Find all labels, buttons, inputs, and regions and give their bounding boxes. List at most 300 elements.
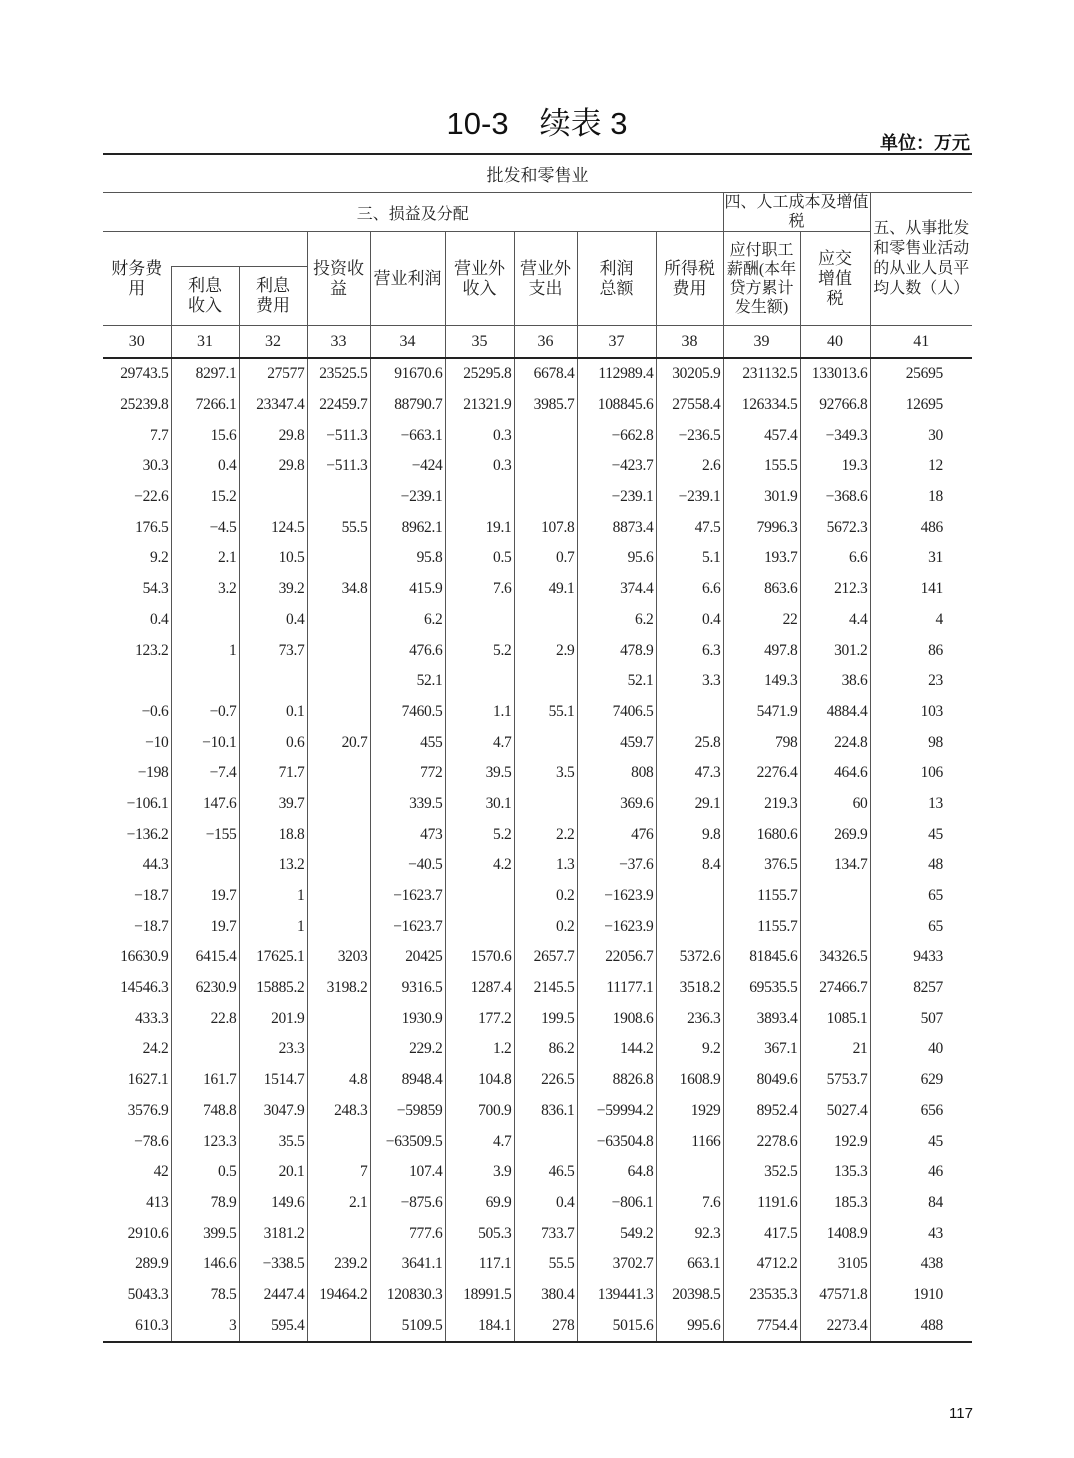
table-cell: 5027.4 <box>800 1096 870 1127</box>
table-row <box>103 666 972 697</box>
table-cell <box>514 727 577 758</box>
table-cell <box>239 482 307 513</box>
table-cell: 184.1 <box>445 1310 514 1342</box>
table-cell: −63504.8 <box>577 1126 656 1157</box>
table-cell <box>445 881 514 912</box>
table-row <box>103 1096 972 1127</box>
table-cell: 3181.2 <box>239 1218 307 1249</box>
table-cell: 417.5 <box>723 1218 800 1249</box>
table-cell: 3.3 <box>656 666 723 697</box>
table-cell: 367.1 <box>723 1034 800 1065</box>
table-cell <box>171 850 239 881</box>
table-cell: 35.5 <box>239 1126 307 1157</box>
table-cell: 1627.1 <box>103 1065 171 1096</box>
table-cell: 147.6 <box>171 789 239 820</box>
table-cell: 15.2 <box>171 482 239 513</box>
table-cell: 192.9 <box>800 1126 870 1157</box>
table-cell <box>445 666 514 697</box>
table-cell: 39.5 <box>445 758 514 789</box>
group-header-profit: 三、损益及分配 <box>103 193 723 232</box>
table-cell: 30 <box>870 420 972 451</box>
table-cell <box>307 758 370 789</box>
table-cell: 18991.5 <box>445 1280 514 1311</box>
table-cell <box>239 666 307 697</box>
table-cell: −424 <box>370 451 445 482</box>
col-number: 37 <box>577 326 656 359</box>
table-cell: 415.9 <box>370 574 445 605</box>
table-cell <box>171 666 239 697</box>
table-cell: 1191.6 <box>723 1188 800 1219</box>
table-cell: 78.5 <box>171 1280 239 1311</box>
table-cell: 497.8 <box>723 635 800 666</box>
table-cell: 4.4 <box>800 605 870 636</box>
table-row <box>103 881 972 912</box>
table-cell <box>656 881 723 912</box>
table-cell: 27466.7 <box>800 973 870 1004</box>
table-cell: −423.7 <box>577 451 656 482</box>
table-cell: 21321.9 <box>445 390 514 421</box>
table-cell: 149.6 <box>239 1188 307 1219</box>
table-cell: 108845.6 <box>577 390 656 421</box>
table-cell: 476.6 <box>370 635 445 666</box>
table-cell: 19.7 <box>171 911 239 942</box>
table-cell <box>656 697 723 728</box>
table-cell: 301.9 <box>723 482 800 513</box>
col-number: 36 <box>514 326 577 359</box>
table-cell: 224.8 <box>800 727 870 758</box>
col-number: 33 <box>307 326 370 359</box>
table-cell: 6.6 <box>800 543 870 574</box>
table-cell: 15.6 <box>171 420 239 451</box>
table-cell: 120830.3 <box>370 1280 445 1311</box>
table-cell: −0.6 <box>103 697 171 728</box>
table-cell: −239.1 <box>577 482 656 513</box>
table-cell: 231132.5 <box>723 358 800 390</box>
table-cell: 239.2 <box>307 1249 370 1280</box>
table-cell <box>307 605 370 636</box>
table-row <box>103 1249 972 1280</box>
table-cell: 176.5 <box>103 512 171 543</box>
table-cell <box>514 420 577 451</box>
table-cell: 1408.9 <box>800 1218 870 1249</box>
table-cell: 0.4 <box>171 451 239 482</box>
table-cell: 141 <box>870 574 972 605</box>
table-row <box>103 1065 972 1096</box>
table-cell: 52.1 <box>577 666 656 697</box>
col-header-37: 利润总额 <box>577 232 656 326</box>
table-cell: 748.8 <box>171 1096 239 1127</box>
table-cell: 505.3 <box>445 1218 514 1249</box>
table-cell <box>307 850 370 881</box>
col-number: 39 <box>723 326 800 359</box>
table-cell: 610.3 <box>103 1310 171 1342</box>
table-cell: 3893.4 <box>723 1003 800 1034</box>
table-cell: 289.9 <box>103 1249 171 1280</box>
table-cell: 17625.1 <box>239 942 307 973</box>
table-cell: 236.3 <box>656 1003 723 1034</box>
table-cell: 3641.1 <box>370 1249 445 1280</box>
table-cell: −37.6 <box>577 850 656 881</box>
table-cell: 38.6 <box>800 666 870 697</box>
col-number: 30 <box>103 326 171 359</box>
table-cell: 18 <box>870 482 972 513</box>
table-cell: 30205.9 <box>656 358 723 390</box>
table-cell: 8257 <box>870 973 972 1004</box>
table-row <box>103 850 972 881</box>
table-cell: 212.3 <box>800 574 870 605</box>
table-cell: 1570.6 <box>445 942 514 973</box>
table-cell: 84 <box>870 1188 972 1219</box>
table-cell: 21 <box>800 1034 870 1065</box>
table-cell: 123.2 <box>103 635 171 666</box>
table-cell: 413 <box>103 1188 171 1219</box>
table-cell: 0.7 <box>514 543 577 574</box>
table-row <box>103 727 972 758</box>
table-cell: 1 <box>171 635 239 666</box>
table-cell: 54.3 <box>103 574 171 605</box>
table-cell: 124.5 <box>239 512 307 543</box>
table-cell: 88790.7 <box>370 390 445 421</box>
table-row <box>103 1003 972 1034</box>
table-cell: 12695 <box>870 390 972 421</box>
table-row <box>103 605 972 636</box>
table-cell: −59859 <box>370 1096 445 1127</box>
table-cell: 10.5 <box>239 543 307 574</box>
sector-header: 批发和零售业 <box>103 154 972 193</box>
col-header-39: 应付职工薪酬(本年贷方累计发生额) <box>723 232 800 326</box>
group-header-labor-cost: 四、人工成本及增值税 <box>724 194 869 230</box>
col-header-32: 利息费用 <box>239 267 307 326</box>
table-cell: 1 <box>239 881 307 912</box>
table-cell <box>171 1034 239 1065</box>
table-cell: 117.1 <box>445 1249 514 1280</box>
table-cell: 92.3 <box>656 1218 723 1249</box>
table-cell: 278 <box>514 1310 577 1342</box>
table-cell: −239.1 <box>656 482 723 513</box>
table-cell: 23525.5 <box>307 358 370 390</box>
table-row <box>103 1280 972 1311</box>
table-cell: 4.8 <box>307 1065 370 1096</box>
table-cell: −338.5 <box>239 1249 307 1280</box>
table-cell: 2145.5 <box>514 973 577 1004</box>
table-cell: 81845.6 <box>723 942 800 973</box>
table-cell: 269.9 <box>800 819 870 850</box>
table-cell: 248.3 <box>307 1096 370 1127</box>
table-cell: 1908.6 <box>577 1003 656 1034</box>
col-header-33: 投资收益 <box>307 232 370 326</box>
table-cell: 1514.7 <box>239 1065 307 1096</box>
table-cell <box>800 881 870 912</box>
table-cell: 155.5 <box>723 451 800 482</box>
table-cell <box>445 911 514 942</box>
table-cell: 30.3 <box>103 451 171 482</box>
table-cell: 0.5 <box>171 1157 239 1188</box>
table-cell: 29.8 <box>239 451 307 482</box>
table-cell: 1287.4 <box>445 973 514 1004</box>
table-cell: 374.4 <box>577 574 656 605</box>
table-cell: 73.7 <box>239 635 307 666</box>
table-cell: 78.9 <box>171 1188 239 1219</box>
table-cell <box>514 1126 577 1157</box>
table-cell <box>445 482 514 513</box>
table-cell: 656 <box>870 1096 972 1127</box>
table-cell: −10.1 <box>171 727 239 758</box>
col-header-35: 营业外收入 <box>445 232 514 326</box>
table-cell: 29.1 <box>656 789 723 820</box>
table-cell: 106 <box>870 758 972 789</box>
table-cell: 42 <box>103 1157 171 1188</box>
table-cell: 139441.3 <box>577 1280 656 1311</box>
table-cell <box>307 482 370 513</box>
table-cell <box>307 1218 370 1249</box>
table-cell: 0.5 <box>445 543 514 574</box>
table-cell: −662.8 <box>577 420 656 451</box>
table-cell: 1 <box>239 911 307 942</box>
table-row <box>103 819 972 850</box>
table-cell: 40 <box>870 1034 972 1065</box>
table-cell: 219.3 <box>723 789 800 820</box>
table-cell: 9.8 <box>656 819 723 850</box>
table-cell: 71.7 <box>239 758 307 789</box>
table-cell: 3518.2 <box>656 973 723 1004</box>
table-cell: 104.8 <box>445 1065 514 1096</box>
table-cell: 0.4 <box>514 1188 577 1219</box>
table-cell: 339.5 <box>370 789 445 820</box>
table-cell: 27558.4 <box>656 390 723 421</box>
table-cell: 3576.9 <box>103 1096 171 1127</box>
table-cell: 0.2 <box>514 911 577 942</box>
table-cell: 48 <box>870 850 972 881</box>
table-cell: 7996.3 <box>723 512 800 543</box>
table-cell: 1166 <box>656 1126 723 1157</box>
table-cell: 29743.5 <box>103 358 171 390</box>
table-cell: 3105 <box>800 1249 870 1280</box>
table-cell: 1680.6 <box>723 819 800 850</box>
table-cell: 8873.4 <box>577 512 656 543</box>
table-cell: 0.3 <box>445 451 514 482</box>
table-cell: 0.6 <box>239 727 307 758</box>
table-cell: 20398.5 <box>656 1280 723 1311</box>
table-cell: 55.1 <box>514 697 577 728</box>
table-row <box>103 973 972 1004</box>
table-cell <box>514 451 577 482</box>
table-row <box>103 390 972 421</box>
table-cell: 144.2 <box>577 1034 656 1065</box>
table-cell: 22056.7 <box>577 942 656 973</box>
table-cell: 135.3 <box>800 1157 870 1188</box>
table-cell: 7.7 <box>103 420 171 451</box>
table-cell <box>171 605 239 636</box>
table-cell: 55.5 <box>514 1249 577 1280</box>
table-cell: 19.3 <box>800 451 870 482</box>
table-cell <box>307 1310 370 1342</box>
table-cell: 2.2 <box>514 819 577 850</box>
table-row <box>103 1310 972 1342</box>
table-cell <box>307 635 370 666</box>
table-cell: 3203 <box>307 942 370 973</box>
table-cell: 12 <box>870 451 972 482</box>
table-cell: 4.2 <box>445 850 514 881</box>
table-cell: 6678.4 <box>514 358 577 390</box>
table-cell: −1623.9 <box>577 911 656 942</box>
table-cell: 9316.5 <box>370 973 445 1004</box>
table-cell: 476 <box>577 819 656 850</box>
table-cell: −1623.9 <box>577 881 656 912</box>
table-cell: 24.2 <box>103 1034 171 1065</box>
table-cell: 65 <box>870 881 972 912</box>
table-cell: 69.9 <box>445 1188 514 1219</box>
table-cell: 15885.2 <box>239 973 307 1004</box>
table-cell: 5.1 <box>656 543 723 574</box>
table-cell <box>307 1034 370 1065</box>
table-cell: 161.7 <box>171 1065 239 1096</box>
table-cell: 772 <box>370 758 445 789</box>
table-cell: 134.7 <box>800 850 870 881</box>
table-cell: 226.5 <box>514 1065 577 1096</box>
table-cell: 6.2 <box>577 605 656 636</box>
table-cell: 4.7 <box>445 727 514 758</box>
table-cell: 3.2 <box>171 574 239 605</box>
table-cell: 5109.5 <box>370 1310 445 1342</box>
table-cell: 18.8 <box>239 819 307 850</box>
table-cell: 376.5 <box>723 850 800 881</box>
table-row <box>103 758 972 789</box>
table-cell: 457.4 <box>723 420 800 451</box>
table-cell: 777.6 <box>370 1218 445 1249</box>
table-row <box>103 358 972 390</box>
col-number: 38 <box>656 326 723 359</box>
table-cell: 22 <box>723 605 800 636</box>
table-cell: 3047.9 <box>239 1096 307 1127</box>
table-row <box>103 543 972 574</box>
table-cell: 20425 <box>370 942 445 973</box>
table-cell: −63509.5 <box>370 1126 445 1157</box>
table-cell: 2.1 <box>307 1188 370 1219</box>
table-cell: 2447.4 <box>239 1280 307 1311</box>
statistics-table <box>103 153 972 1343</box>
table-cell: 369.6 <box>577 789 656 820</box>
table-cell: 8826.8 <box>577 1065 656 1096</box>
table-row <box>103 1034 972 1065</box>
table-cell: 86 <box>870 635 972 666</box>
table-cell: −875.6 <box>370 1188 445 1219</box>
table-cell: 5043.3 <box>103 1280 171 1311</box>
table-cell: 2273.4 <box>800 1310 870 1342</box>
table-cell <box>307 1126 370 1157</box>
table-cell <box>514 482 577 513</box>
table-cell: 663.1 <box>656 1249 723 1280</box>
table-cell: 7406.5 <box>577 697 656 728</box>
table-cell: 1155.7 <box>723 911 800 942</box>
table-cell: 2657.7 <box>514 942 577 973</box>
table-cell: 3985.7 <box>514 390 577 421</box>
table-cell: 0.4 <box>656 605 723 636</box>
table-cell: 733.7 <box>514 1218 577 1249</box>
table-cell: 473 <box>370 819 445 850</box>
table-cell <box>307 819 370 850</box>
table-cell: 19464.2 <box>307 1280 370 1311</box>
table-cell: −663.1 <box>370 420 445 451</box>
table-cell: 52.1 <box>370 666 445 697</box>
table-cell: 0.1 <box>239 697 307 728</box>
table-cell: −236.5 <box>656 420 723 451</box>
table-cell: 3.9 <box>445 1157 514 1188</box>
table-cell: 549.2 <box>577 1218 656 1249</box>
table-cell: 8952.4 <box>723 1096 800 1127</box>
table-cell: 7 <box>307 1157 370 1188</box>
table-cell <box>307 881 370 912</box>
table-cell: −78.6 <box>103 1126 171 1157</box>
table-cell: 455 <box>370 727 445 758</box>
table-cell: 464.6 <box>800 758 870 789</box>
table-row <box>103 574 972 605</box>
table-cell: 199.5 <box>514 1003 577 1034</box>
table-cell <box>656 1157 723 1188</box>
table-cell: 60 <box>800 789 870 820</box>
table-cell: −4.5 <box>171 512 239 543</box>
table-cell: 69535.5 <box>723 973 800 1004</box>
table-cell: 6.3 <box>656 635 723 666</box>
table-cell <box>307 697 370 728</box>
table-cell: 25239.8 <box>103 390 171 421</box>
table-cell: 91670.6 <box>370 358 445 390</box>
table-cell: 92766.8 <box>800 390 870 421</box>
table-cell: −511.3 <box>307 420 370 451</box>
table-cell: −349.3 <box>800 420 870 451</box>
table-cell: 808 <box>577 758 656 789</box>
table-cell: 103 <box>870 697 972 728</box>
table-body <box>103 358 972 1342</box>
table-cell: 45 <box>870 1126 972 1157</box>
table-cell: 86.2 <box>514 1034 577 1065</box>
table-row <box>103 1157 972 1188</box>
table-cell: 8.4 <box>656 850 723 881</box>
table-cell: 1608.9 <box>656 1065 723 1096</box>
table-cell: 34.8 <box>307 574 370 605</box>
table-cell: 4712.2 <box>723 1249 800 1280</box>
table-cell: −18.7 <box>103 911 171 942</box>
table-cell: 7266.1 <box>171 390 239 421</box>
table-cell: 64.8 <box>577 1157 656 1188</box>
column-number-row <box>103 326 972 359</box>
table-cell: −239.1 <box>370 482 445 513</box>
table-cell: 47.3 <box>656 758 723 789</box>
table-cell <box>307 911 370 942</box>
table-cell: 9.2 <box>103 543 171 574</box>
table-cell: 488 <box>870 1310 972 1342</box>
table-cell: 507 <box>870 1003 972 1034</box>
table-cell: 123.3 <box>171 1126 239 1157</box>
col-header-38: 所得税费用 <box>656 232 723 326</box>
table-cell: −59994.2 <box>577 1096 656 1127</box>
table-cell: −136.2 <box>103 819 171 850</box>
table-row <box>103 482 972 513</box>
table-cell: 30.1 <box>445 789 514 820</box>
table-cell: −40.5 <box>370 850 445 881</box>
table-cell: 486 <box>870 512 972 543</box>
table-cell: 6415.4 <box>171 942 239 973</box>
table-cell: 595.4 <box>239 1310 307 1342</box>
table-cell: 20.7 <box>307 727 370 758</box>
table-row <box>103 697 972 728</box>
table-cell: 55.5 <box>307 512 370 543</box>
table-cell: −1623.7 <box>370 911 445 942</box>
table-cell: 95.8 <box>370 543 445 574</box>
table-cell: 5471.9 <box>723 697 800 728</box>
table-cell <box>800 911 870 942</box>
table-cell: 478.9 <box>577 635 656 666</box>
table-cell: 45 <box>870 819 972 850</box>
